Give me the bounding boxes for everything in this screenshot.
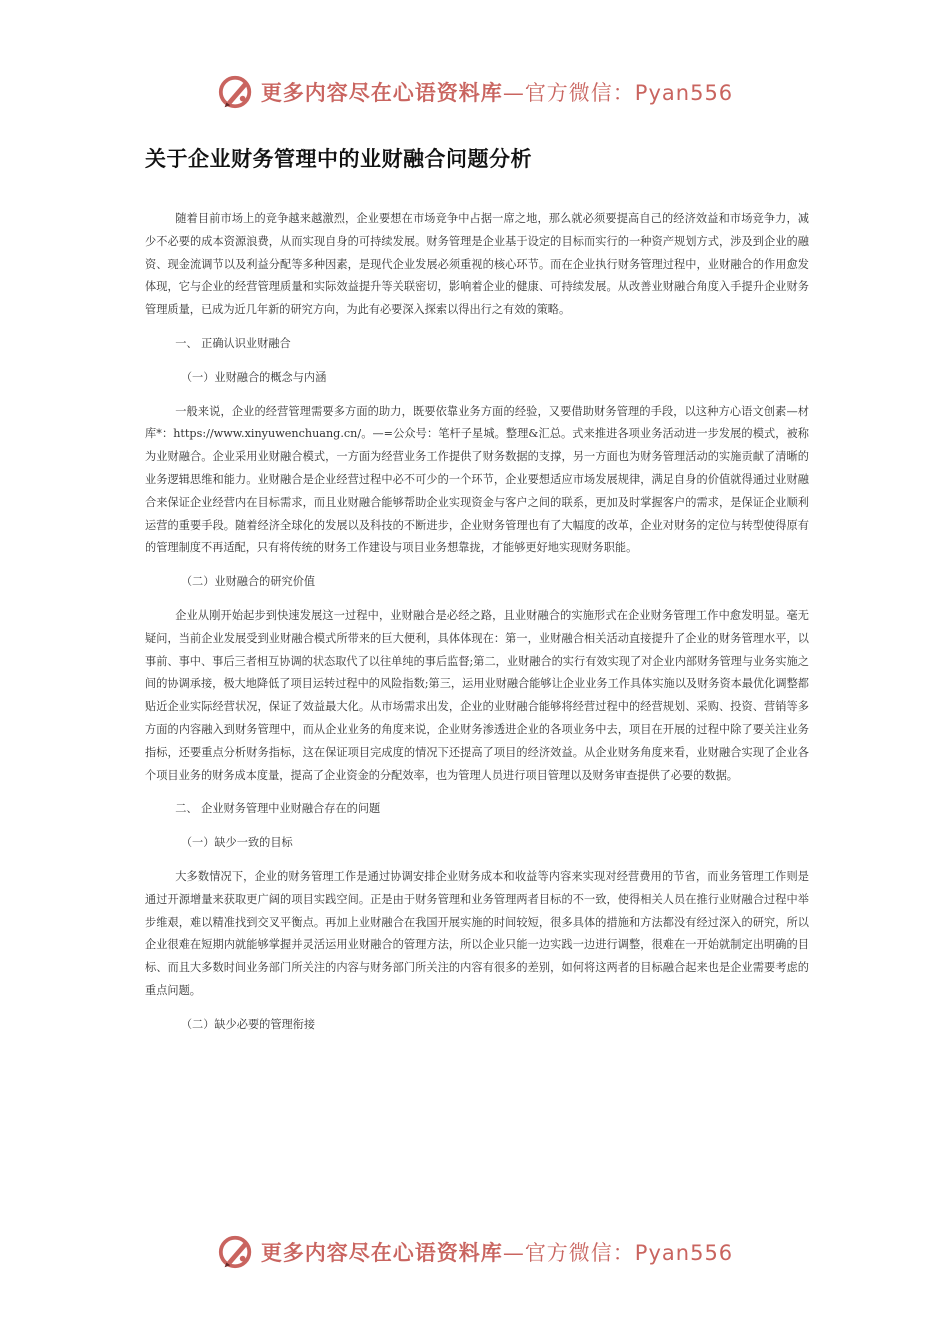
header-banner <box>0 72 950 112</box>
pen-logo-icon <box>217 73 255 111</box>
banner-wechat: —官方微信：Pyan556 <box>502 81 734 105</box>
document-body <box>145 208 809 1048</box>
section-heading-1: 一、 正确认识业财融合 <box>175 336 291 350</box>
subsection-heading-1-2: （二）业财融合的研究价值 <box>180 575 316 589</box>
banner-wechat: —官方微信：Pyan556 <box>502 1241 734 1265</box>
paragraph-intro: 随着目前市场上的竞争越来越激烈，企业要想在市场竞争中占据一席之地，那么就必须要提高自己的经济效益和市场竞争力，减少不必要的成本资源浪费，从而实现自身的可持续发展。财务管理是企业基于设定的目标而实行的一种资产规划方式，涉及到企业的融资、现金流调节以及利益分配等多种因素，是现代企业发展必须重视的核心环节。而在企业执行财务管理过程中，业财融合的作用愈发体现，它与企业的经营管理质量和实际效益提升等关联密切，影响着企业的健康、可持续发展。从改善业财融合角度入手提升企业财务管理质量，已成为近几年新的研究方向，为此有必要深入探索以得出行之有效的策略。 <box>145 212 809 317</box>
subsection-heading-2-2: （二）缺少必要的管理衔接 <box>180 1017 316 1031</box>
subsection-heading-1-1: （一）业财融合的概念与内涵 <box>180 370 327 384</box>
banner-text <box>261 1237 733 1267</box>
banner-text <box>261 77 733 107</box>
paragraph-value: 企业从刚开始起步到快速发展这一过程中，业财融合是必经之路，且业财融合的实施形式在企业财务管理工作中愈发明显。毫无疑问，当前企业发展受到业财融合模式所带来的巨大便利，具体体现在：第一，业财融合相关活动直接提升了企业的财务管理水平，以事前、事中、事后三者相互协调的状态取代了以往单纯的事后监督;第二，业财融合的实行有效实现了对企业内部财务管理与业务实施之间的协调承接，极大地降低了项目运转过程中的风险指数;第三，运用业财融合能够让企业业务工作具体实施以及财务资本最优化调整都贴近企业实际经营状况，保证了效益最大化。从市场需求出发，企业的业财融合能够将经营过程中的经营规划、采购、投资、营销等多方面的内容融入到财务管理中，而从企业业务的角度来说，企业财务渗透进企业的各项业务中去，项目在开展的过程中除了要关注业务指标，还要重点分析财务指标，这在保证项目完成度的情况下还提高了项目的经济效益。从企业财务角度来看，业财融合实现了企业各个项目业务的财务成本度量，提高了企业资金的分配效率，也为管理人员进行项目管理以及财务审查提供了必要的数据。 <box>145 608 809 782</box>
paragraph-concept: 一般来说，企业的经营管理需要多方面的助力，既要依靠业务方面的经验，又要借助财务管理的手段，以这种方心语文创素—材库*：https://www.xinyuwenchuang.cn/。—=公众号：笔杆子星城。整理&汇总。式来推进各项业务活动进一步发展的模式，被称为业财融合。企业采用业财融合模式，一方面为经营业务工作提供了财务数据的支撑，另一方面也为财务管理活动的实施贡献了清晰的业务逻辑思维和能力。业财融合是企业经营过程中必不可少的一个环节，企业要想适应市场发展规律，满足自身的价值就得通过业财融合来保证企业经营内在目标需求，而且业财融合能够帮助企业实现资金与客户之间的联系，更加及时掌握客户的需求，是保证企业顺利运营的重要手段。随着经济全球化的发展以及科技的不断进步，企业财务管理也有了大幅度的改革，企业对财务的定位与转型使得原有的管理制度不再适配，只有将传统的财务工作建设与项目业务想靠拢，才能够更好地实现财务职能。 <box>145 404 809 555</box>
section-heading-2: 二、 企业财务管理中业财融合存在的问题 <box>175 802 381 816</box>
banner-brand: 更多内容尽在心语资料库 <box>260 1241 503 1265</box>
subsection-heading-2-1: （一）缺少一致的目标 <box>180 836 293 850</box>
paragraph-goals: 大多数情况下，企业的财务管理工作是通过协调安排企业财务成本和收益等内容来实现对经营费用的节省，而业务管理工作则是通过开源增量来获取更广阔的项目实践空间。正是由于财务管理和业务管理两者目标的不一致，使得相关人员在推行业财融合过程中举步维艰，难以精准找到交叉平衡点。再加上业财融合在我国开展实施的时间较短，很多具体的措施和方法都没有经过深入的研究，所以企业很难在短期内就能够掌握并灵活运用业财融合的管理方法，所以企业只能一边实践一边进行调整，很难在一开始就制定出明确的目标、而且大多数时间业务部门所关注的内容与财务部门所关注的内容有很多的差别，如何将这两者的目标融合起来也是企业需要考虑的重点问题。 <box>145 869 809 997</box>
pen-logo-icon <box>217 1233 255 1271</box>
document-title: 关于企业财务管理中的业财融合问题分析 <box>145 147 532 171</box>
banner-brand: 更多内容尽在心语资料库 <box>260 81 503 105</box>
footer-banner <box>0 1232 950 1272</box>
